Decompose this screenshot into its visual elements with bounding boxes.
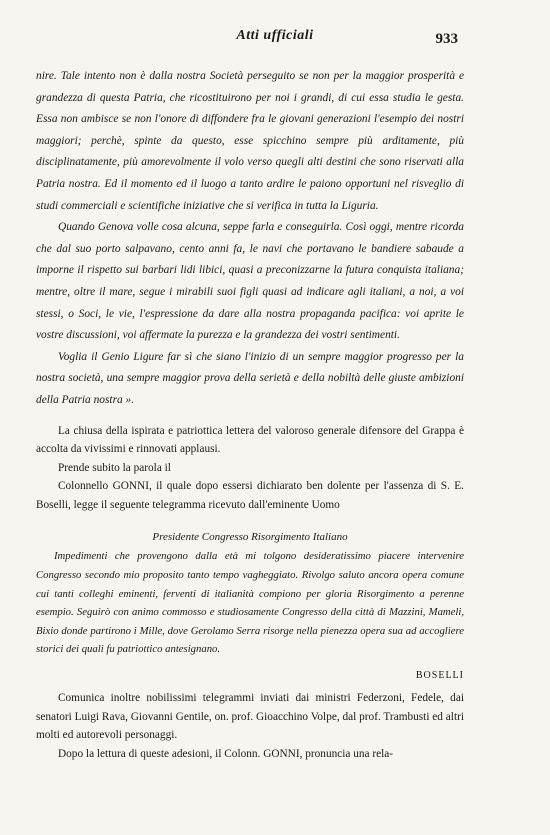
applause-paragraph: La chiusa della ispirata e patriottica lettera del valoroso generale difensore del Grappa è accolta da vivissimi e rinnovati applausi. [36,424,464,456]
page-number: 933 [435,31,458,47]
reading-paragraph: Dopo la lettura di queste adesioni, il Colonn. GONNI, pronuncia una rela- [58,747,394,760]
speech-paragraph-closing: Voglia il Genio Ligure far sì che siano l'inizio di un sempre maggior progresso per la nostra società, una sempre maggior prova della serietà e della nobiltà delle giuste ambizioni della Patria nostra ». [36,350,464,406]
running-title: Atti ufficiali [236,28,314,43]
colonel-gonni-paragraph: Colonnello GONNI, il quale dopo essersi dichiarato ben dolente per l'assenza di S. E. Boselli, legge il seguente telegramma ricevuto dall'eminente Uomo [36,480,464,511]
page-header [0,28,550,50]
speech-paragraph-continued: nire. Tale intento non è dalla nostra Società perseguito se non per la maggior prosperità e grandezza di questa Patria, che ricostituirono per noi i grandi, di cui essa studia le gesta. Essa non ambisce se non l'onore di diffondere fra le giovani generazioni l'esempio dei nostri maggiori; perchè, spinte da questo, esse spicchino sempre più arditamente, più disciplinatamente, più amorevolmente il volo verso quegli alti destini che sono riservati alla Patria nostra. Ed il momento ed il luogo a tanto ardire le paiono opportuni nel risveglio di studi commerciali e scientifiche iniziative che si verifica in tutta la Liguria. [36,70,464,212]
speaker-intro: Prende subito la parola il [58,461,171,474]
telegram-addressee: Presidente Congresso Risorgimento Italiano [152,531,348,544]
page-body [36,66,464,763]
speech-paragraph-genova: Quando Genova volle cosa alcuna, seppe farla e conseguirla. Così oggi, mentre ricorda che dal suo porto salpavano, cento anni fa, le navi che portavano le bandiere sabaude a imporne il rispetto sui barbari lidi libici, quasi a preconizzarne la futura conquista italiana; mentre, oltre il mare, segue i mirabili suoi figli quasi ad indicare agli italiani, a noi, a voi stessi, o Soci, le vie, l'espressione da dare alla nostra propaganda pacifica: voi aprite le vostre discussioni, voi affermate la purezza e la grandezza dei vostri sentimenti. [36,221,464,342]
telegram-text: Impedimenti che provengono dalla età mi tolgono desideratissimo piacere intervenire Congresso secondo mio proposito tanto tempo vagheggiato. Rivolgo saluto ancora opera comune cui tanti colleghi eminenti, ferventi di italianità compiono per gloria Risorgimento a perenne esempio. Seguirò con animo commosso e studiosamente Congresso della città di Mazzini, Mameli, Bixio donde partirono i Mille, dove Gerolamo Serra risorge nella pienezza opera sua ad accogliere storici dei quali fu patriottico antesignano. [36,550,464,656]
telegram-signature: BOSELLI [415,670,464,682]
telegrams-paragraph: Comunica inoltre nobilissimi telegrammi inviati dai ministri Federzoni, Fedele, dai senatori Luigi Rava, Giovanni Gentile, on. prof. Gioacchino Volpe, dal prof. Trambusti ed altri molti ed autorevoli personaggi. [36,692,464,742]
